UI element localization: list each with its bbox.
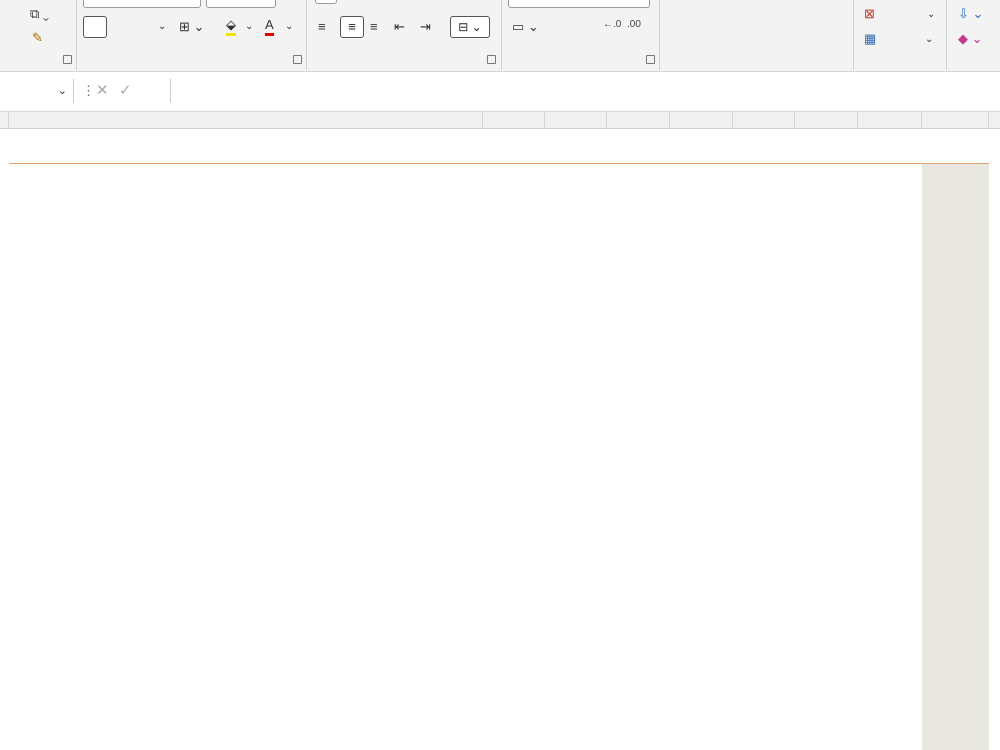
column-headers [0,111,1000,129]
fill-color-icon[interactable]: ⬙ [226,17,236,36]
number-dialog-launcher[interactable] [646,55,655,64]
align-top-box[interactable] [315,0,337,4]
chevron-down-icon[interactable]: ⌄ [245,21,254,32]
align-right-icon[interactable]: ≡ [370,19,378,34]
chevron-down-icon[interactable]: ⌄ [927,9,936,20]
formula-bar [0,79,1000,105]
font-color-icon[interactable]: A [265,17,274,36]
fill-down-icon[interactable]: ⇩ ⌄ [958,6,984,21]
font-dialog-launcher[interactable] [293,55,302,64]
chevron-down-icon[interactable]: ⌄ [925,34,934,45]
increase-decimal-icon[interactable]: ←.0 [603,19,622,30]
copy-icon[interactable]: ⧉ ⌄ [30,6,50,21]
column-header[interactable] [733,112,795,129]
increase-indent-icon[interactable]: ⇥ [420,19,431,34]
decrease-decimal-icon[interactable]: .00 [627,19,641,30]
clipboard-dialog-launcher[interactable] [63,55,72,64]
delete-cells-icon[interactable]: ⊠ [864,6,875,21]
merge-center-button[interactable]: ⊟ ⌄ [450,16,490,38]
column-header[interactable] [545,112,607,129]
column-header[interactable] [607,112,670,129]
align-center-button[interactable]: ≡ [340,16,364,38]
more-options-icon: ⋮ [82,83,95,98]
enter-icon[interactable]: ✓ [119,82,132,99]
column-header[interactable] [795,112,858,129]
clear-icon[interactable]: ◆ ⌄ [958,31,983,46]
format-painter-icon[interactable]: ✎ [32,30,43,45]
column-header[interactable] [922,112,989,129]
formula-input[interactable] [170,79,1000,103]
number-format-box[interactable] [508,0,650,8]
alignment-dialog-launcher[interactable] [487,55,496,64]
chevron-down-icon[interactable]: ⌄ [285,21,294,32]
cancel-icon[interactable]: ✕ [96,82,109,99]
font-size-box[interactable] [206,0,276,8]
chevron-down-icon[interactable]: ⌄ [158,21,167,32]
column-header[interactable] [858,112,922,129]
decrease-indent-icon[interactable]: ⇤ [394,19,405,34]
cagr-column-shade [922,164,989,750]
column-header[interactable] [483,112,545,129]
borders-icon[interactable]: ⊞ ⌄ [179,19,205,34]
worksheet[interactable] [0,129,1000,750]
format-cells-icon[interactable]: ▦ [864,31,877,46]
bold-button[interactable] [83,16,107,38]
ribbon [0,0,1000,72]
column-header[interactable] [0,112,9,129]
accounting-format-icon[interactable]: ▭ ⌄ [512,19,539,34]
align-left-icon[interactable]: ≡ [318,19,326,34]
header-border [9,163,989,164]
column-header[interactable] [670,112,733,129]
column-header[interactable] [9,112,483,129]
name-box[interactable]: ⌄ [0,79,74,103]
font-name-box[interactable] [83,0,201,8]
